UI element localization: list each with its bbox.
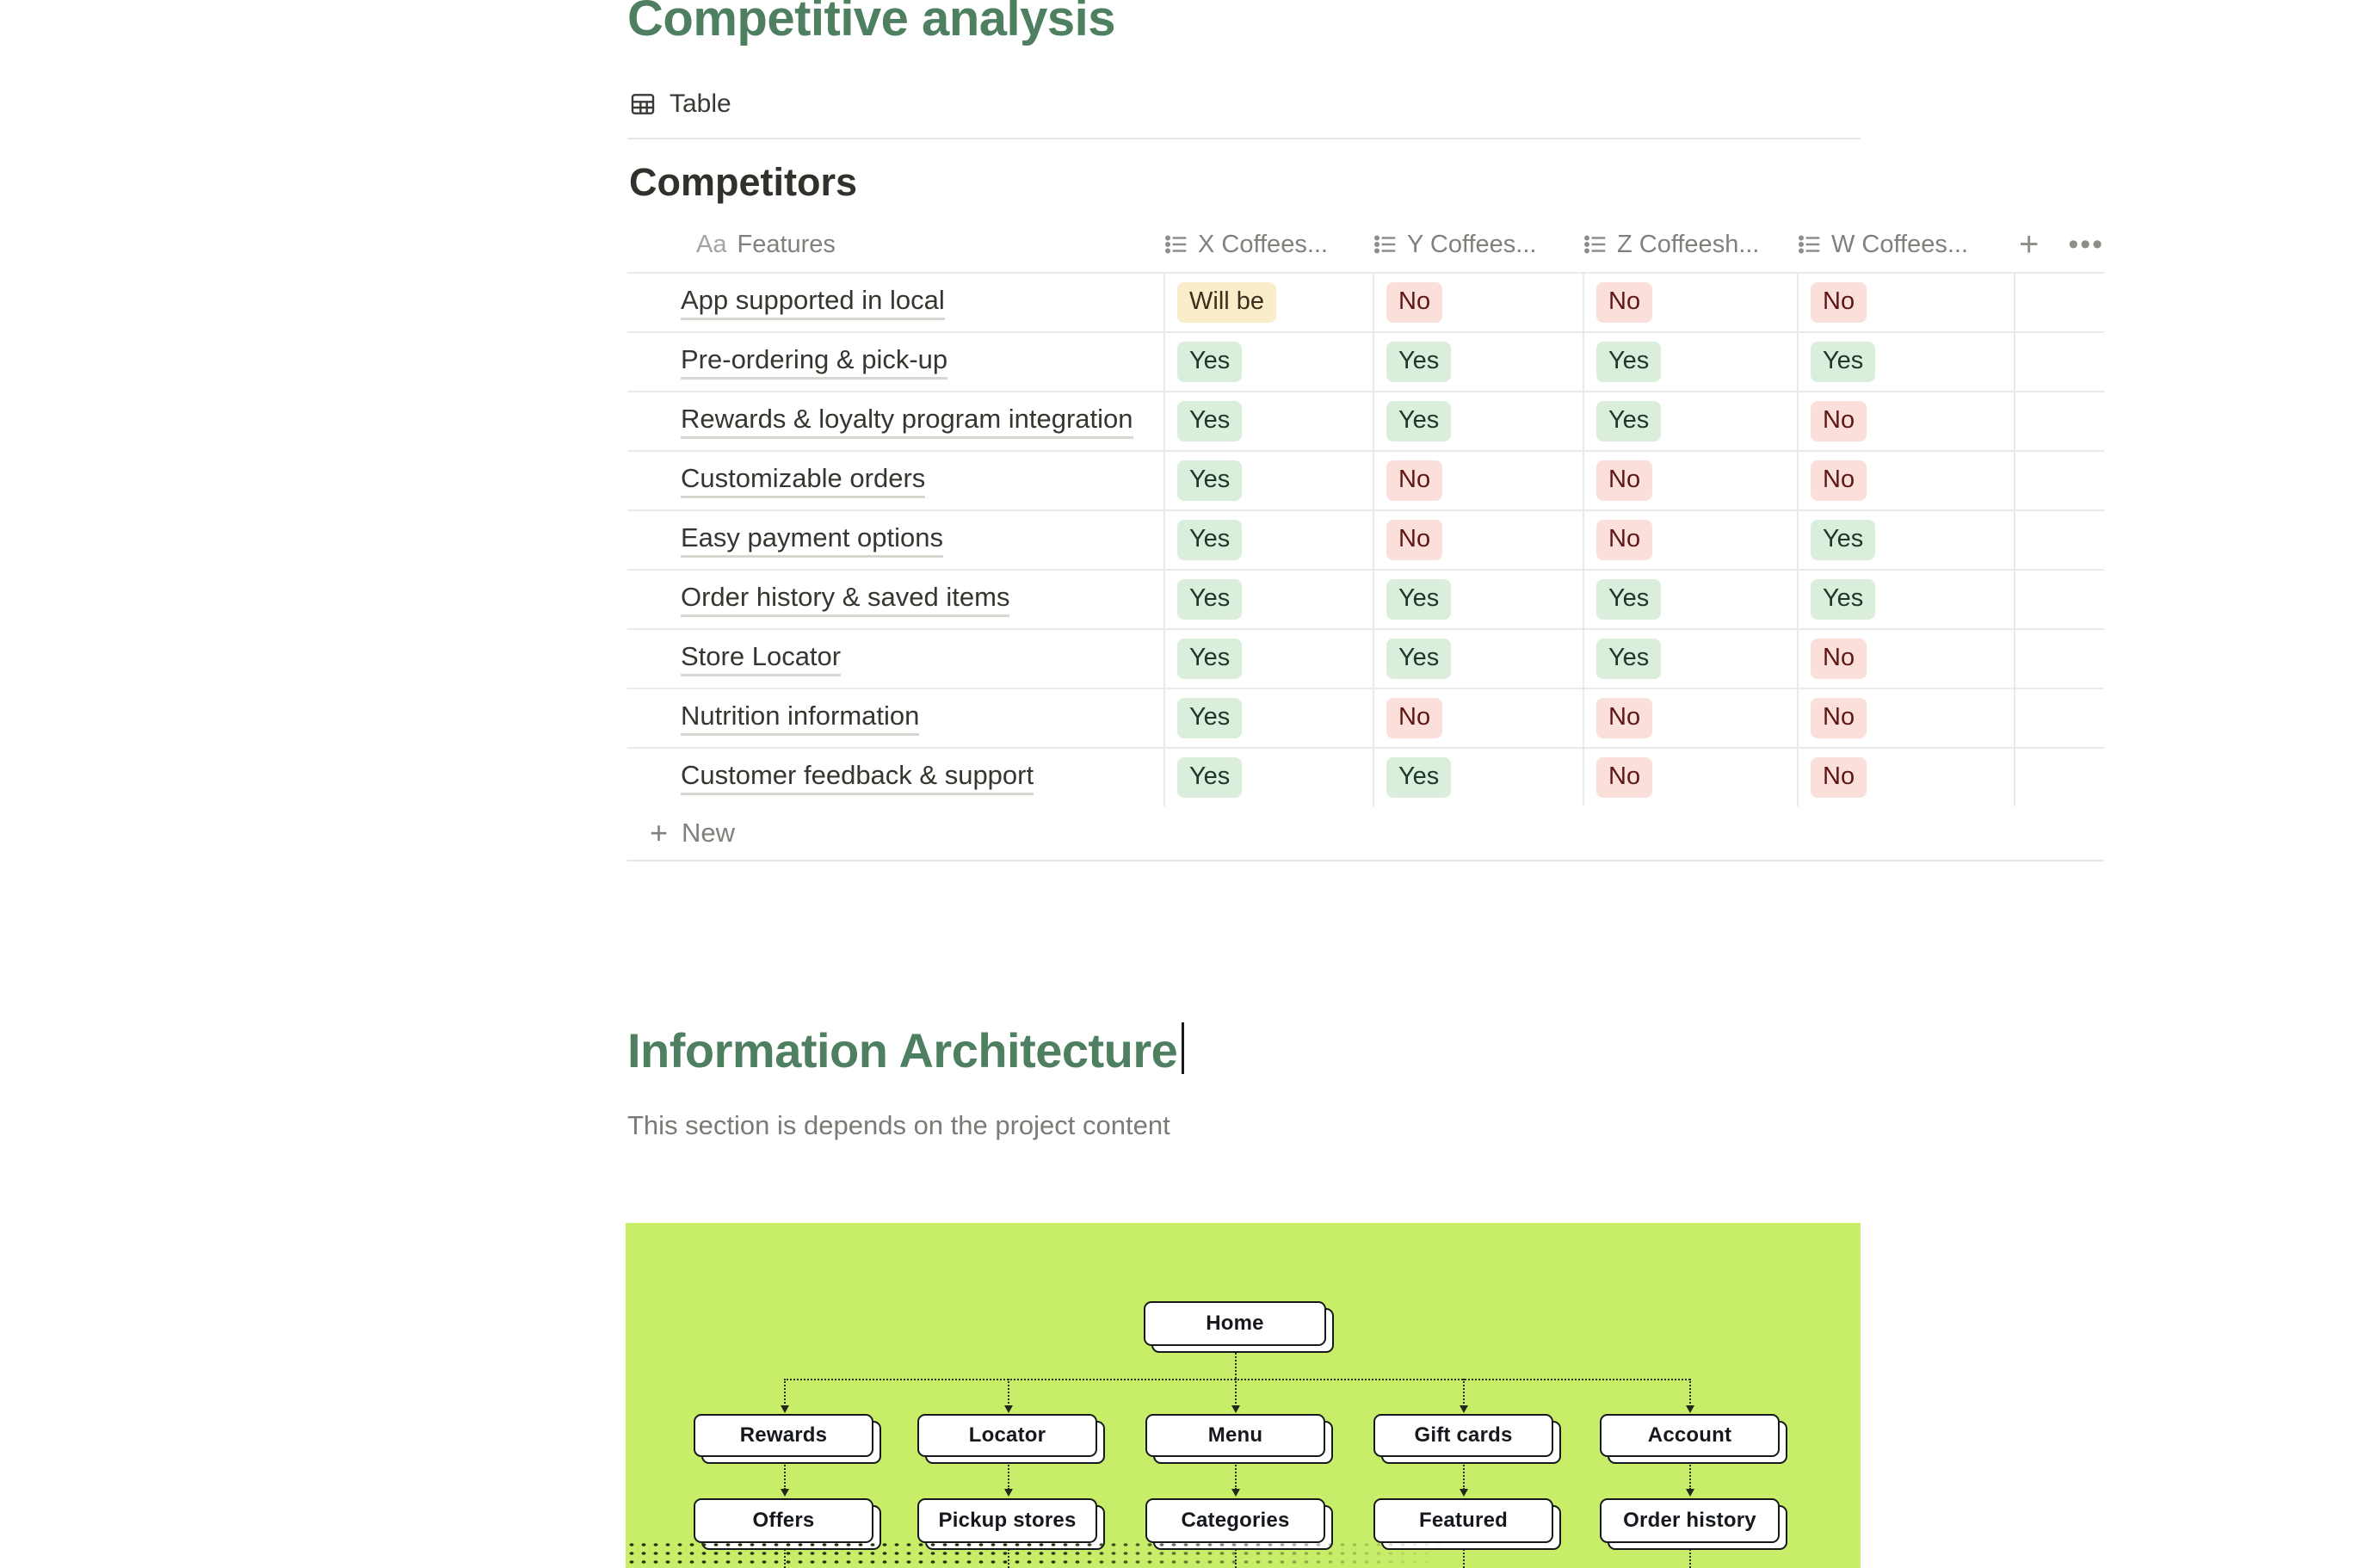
arrowhead xyxy=(1004,1489,1013,1497)
header-actions xyxy=(2014,227,2104,262)
page-title-competitive-analysis: Competitive analysis xyxy=(627,0,1115,46)
column-header-x-coffees[interactable]: X Coffees... xyxy=(1163,231,1373,259)
table-view-icon xyxy=(629,90,657,118)
sitemap-node-offers: Offers xyxy=(694,1498,873,1543)
arrowhead xyxy=(1686,1405,1694,1413)
status-badge[interactable]: No xyxy=(1596,520,1652,560)
column-divider[interactable] xyxy=(2014,272,2015,806)
sitemap-node-account: Account xyxy=(1600,1414,1780,1457)
status-badge[interactable]: Yes xyxy=(1386,579,1451,620)
competitors-table xyxy=(627,217,2104,861)
table-row[interactable] xyxy=(627,569,2104,628)
column-header-y-coffees[interactable]: Y Coffees... xyxy=(1373,231,1583,259)
status-badge[interactable]: Will be xyxy=(1177,282,1276,323)
sitemap-node-featured: Featured xyxy=(1373,1498,1553,1543)
connector-line xyxy=(1463,1379,1465,1407)
sitemap-node-rewards: Rewards xyxy=(694,1414,873,1457)
status-badge[interactable]: No xyxy=(1386,698,1442,738)
plus-icon: + xyxy=(650,815,669,850)
sitemap-node-gift-cards: Gift cards xyxy=(1373,1414,1553,1457)
sitemap-node-order-history: Order history xyxy=(1600,1498,1780,1543)
new-row-label: New xyxy=(682,818,736,848)
sitemap-node-menu: Menu xyxy=(1145,1414,1325,1457)
new-row-button[interactable] xyxy=(627,806,2104,861)
connector-line xyxy=(1689,1379,1691,1407)
status-badge[interactable]: Yes xyxy=(1386,757,1451,798)
table-row[interactable] xyxy=(627,509,2104,569)
status-badge[interactable]: Yes xyxy=(1177,520,1242,560)
status-badge[interactable]: No xyxy=(1811,282,1867,323)
status-badge[interactable]: Yes xyxy=(1811,342,1875,382)
status-badge[interactable]: Yes xyxy=(1596,401,1661,441)
table-row[interactable] xyxy=(627,688,2104,747)
status-badge[interactable]: No xyxy=(1811,401,1867,441)
feature-name-link[interactable]: Order history & saved items xyxy=(681,582,1009,617)
arrowhead xyxy=(1460,1405,1468,1413)
status-badge[interactable]: No xyxy=(1811,639,1867,679)
feature-name-link[interactable]: Store Locator xyxy=(681,641,841,676)
column-header-z-coffeesh[interactable]: Z Coffeesh... xyxy=(1583,231,1797,259)
status-badge[interactable]: No xyxy=(1386,460,1442,501)
status-badge[interactable]: Yes xyxy=(1811,579,1875,620)
status-badge[interactable]: Yes xyxy=(1811,520,1875,560)
column-divider[interactable] xyxy=(1373,272,1374,806)
status-badge[interactable]: Yes xyxy=(1177,639,1242,679)
arrowhead xyxy=(1231,1489,1240,1497)
status-badge[interactable]: No xyxy=(1811,698,1867,738)
sitemap-node-pickup-stores: Pickup stores xyxy=(917,1498,1097,1543)
column-divider[interactable] xyxy=(1797,272,1799,806)
table-row[interactable] xyxy=(627,450,2104,509)
feature-name-link[interactable]: Pre-ordering & pick-up xyxy=(681,344,947,380)
connector-line xyxy=(784,1379,786,1407)
list-property-icon xyxy=(1583,231,1608,257)
status-badge[interactable]: Yes xyxy=(1386,639,1451,679)
status-badge[interactable]: Yes xyxy=(1177,698,1242,738)
column-divider[interactable] xyxy=(1583,272,1584,806)
view-tab-table[interactable] xyxy=(629,90,731,119)
table-header-row xyxy=(627,217,2104,272)
connector-line xyxy=(784,1379,1690,1380)
title-property-icon: Aa xyxy=(696,230,727,258)
table-row[interactable] xyxy=(627,628,2104,688)
status-badge[interactable]: Yes xyxy=(1596,639,1661,679)
feature-name-link[interactable]: App supported in local xyxy=(681,285,945,320)
feature-name-link[interactable]: Rewards & loyalty program integration xyxy=(681,404,1133,439)
column-divider[interactable] xyxy=(1163,272,1165,806)
status-badge[interactable]: Yes xyxy=(1386,401,1451,441)
list-property-icon xyxy=(1373,231,1398,257)
status-badge[interactable]: Yes xyxy=(1177,579,1242,620)
sitemap-image xyxy=(626,1223,1861,1568)
feature-name-link[interactable]: Customizable orders xyxy=(681,463,925,498)
database-title[interactable]: Competitors xyxy=(629,160,858,204)
status-badge[interactable]: No xyxy=(1596,698,1652,738)
add-column-icon[interactable]: + xyxy=(2019,225,2040,263)
feature-name-link[interactable]: Customer feedback & support xyxy=(681,760,1034,795)
table-options-icon[interactable]: ••• xyxy=(2068,228,2105,261)
status-badge[interactable]: No xyxy=(1596,757,1652,798)
table-row[interactable] xyxy=(627,747,2104,806)
sitemap-node-categories: Categories xyxy=(1145,1498,1325,1543)
status-badge[interactable]: No xyxy=(1386,282,1442,323)
view-tab-divider xyxy=(627,138,1861,139)
table-row[interactable] xyxy=(627,391,2104,450)
arrowhead xyxy=(1231,1405,1240,1413)
halftone-dots-decoration xyxy=(626,1540,1469,1568)
connector-line xyxy=(1008,1379,1009,1407)
arrowhead xyxy=(1460,1489,1468,1497)
sitemap-node-home: Home xyxy=(1144,1301,1326,1346)
column-header-w-coffees[interactable]: W Coffees... xyxy=(1797,231,2014,259)
feature-name-link[interactable]: Nutrition information xyxy=(681,701,919,736)
connector-line xyxy=(1235,1379,1237,1407)
feature-name-link[interactable]: Easy payment options xyxy=(681,522,943,558)
view-tab-label: Table xyxy=(670,90,731,118)
sitemap-node-locator: Locator xyxy=(917,1414,1097,1457)
status-badge[interactable]: Yes xyxy=(1177,401,1242,441)
arrowhead xyxy=(781,1405,789,1413)
table-row[interactable] xyxy=(627,331,2104,391)
status-badge[interactable]: No xyxy=(1596,460,1652,501)
status-badge[interactable]: Yes xyxy=(1177,342,1242,382)
arrowhead xyxy=(1004,1405,1013,1413)
list-property-icon xyxy=(1163,231,1189,257)
list-property-icon xyxy=(1797,231,1823,257)
status-badge[interactable]: Yes xyxy=(1177,460,1242,501)
column-header-features[interactable]: Aa Features xyxy=(696,230,836,258)
text-cursor xyxy=(1182,1022,1184,1074)
table-row[interactable] xyxy=(627,272,2104,331)
status-badge[interactable]: No xyxy=(1811,460,1867,501)
page-title-information-architecture[interactable]: Information Architecture xyxy=(627,1022,1184,1078)
status-badge[interactable]: No xyxy=(1811,757,1867,798)
status-badge[interactable]: No xyxy=(1386,520,1442,560)
arrowhead xyxy=(781,1489,789,1497)
status-badge[interactable]: Yes xyxy=(1596,342,1661,382)
table-body xyxy=(627,272,2104,806)
status-badge[interactable]: Yes xyxy=(1596,579,1661,620)
status-badge[interactable]: No xyxy=(1596,282,1652,323)
arrowhead xyxy=(1686,1489,1694,1497)
status-badge[interactable]: Yes xyxy=(1386,342,1451,382)
status-badge[interactable]: Yes xyxy=(1177,757,1242,798)
section-subtitle[interactable]: This section is depends on the project content xyxy=(627,1110,1170,1140)
